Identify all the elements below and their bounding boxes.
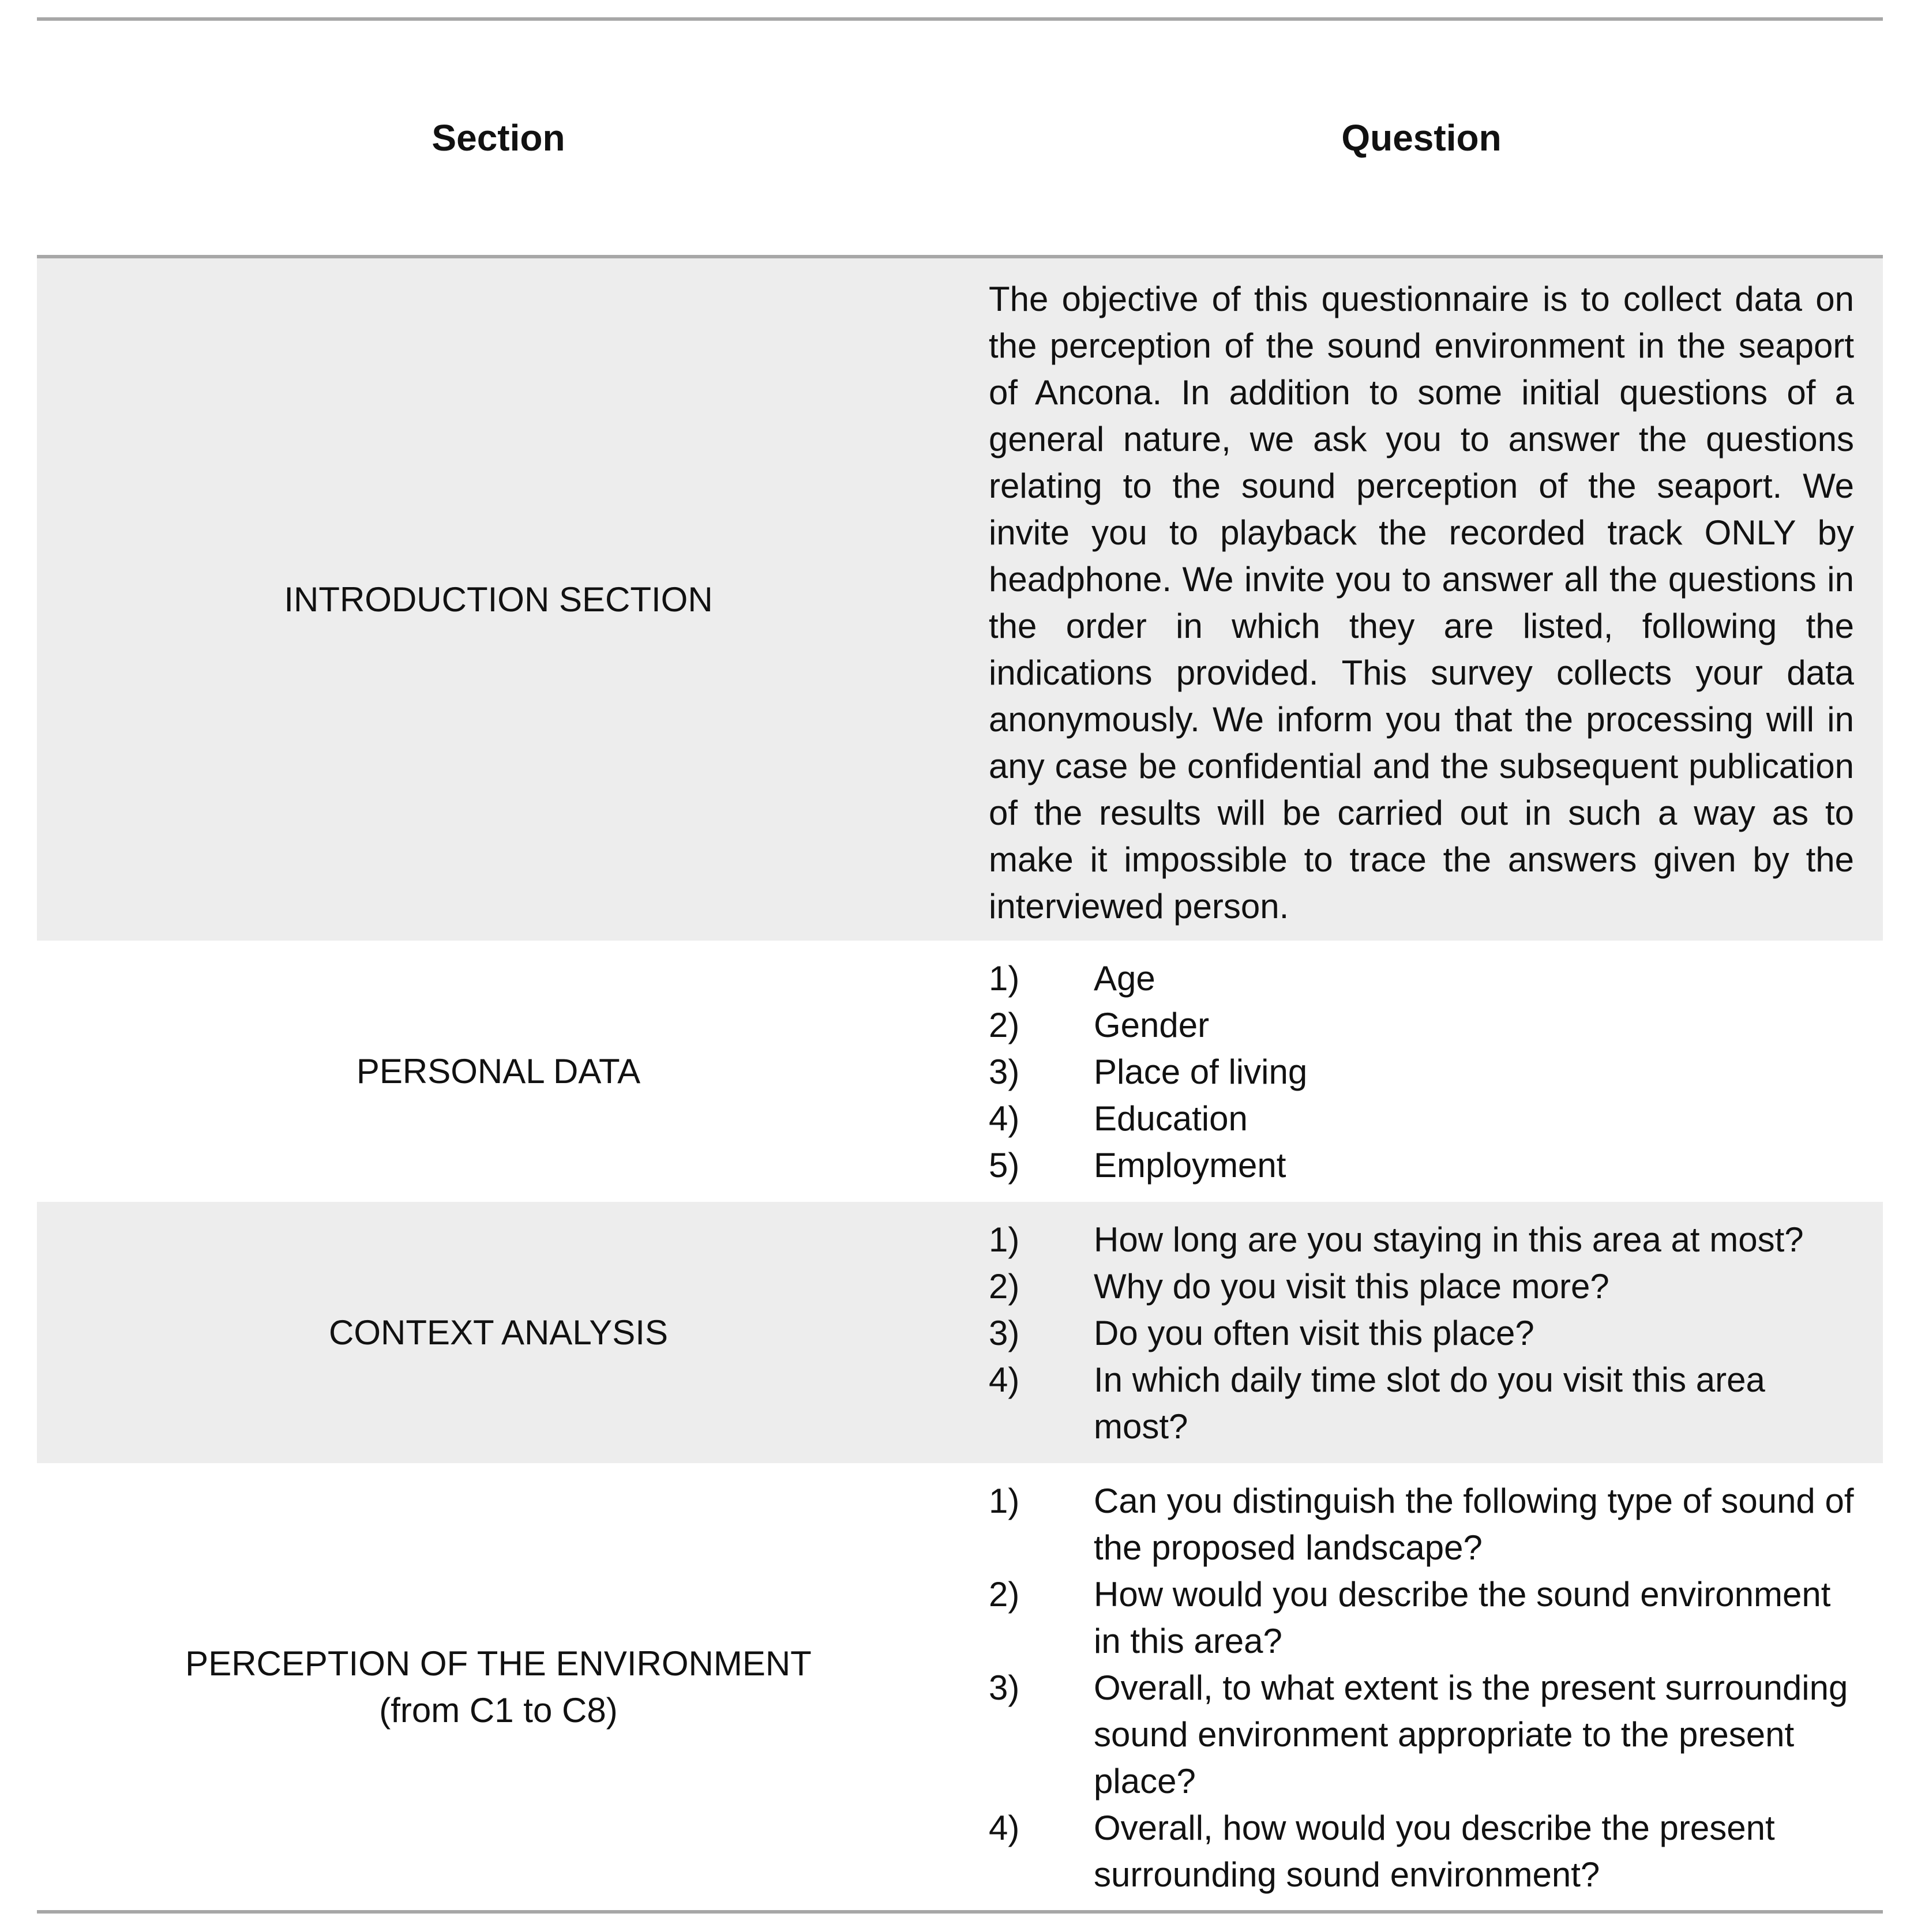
table-bottom-rule — [37, 1910, 1883, 1914]
list-item — [989, 1664, 1854, 1805]
item-number: 3) — [989, 1053, 1020, 1091]
question-cell — [989, 1463, 1854, 1910]
item-number: 2) — [989, 1575, 1020, 1614]
section-name: CONTEXT ANALYSIS — [329, 1313, 668, 1352]
table-row-introduction — [37, 258, 1883, 941]
table-header — [37, 21, 1883, 255]
item-text: Employment — [1094, 1146, 1286, 1185]
item-text: Place of living — [1094, 1053, 1308, 1091]
item-number: 4) — [989, 1360, 1020, 1399]
section-cell — [37, 1463, 960, 1910]
section-name: PERCEPTION OF THE ENVIRONMENT — [185, 1644, 812, 1683]
item-text: In which daily time slot do you visit this area most? — [1094, 1360, 1765, 1446]
item-text: How long are you staying in this area at most? — [1094, 1220, 1804, 1259]
item-number: 3) — [989, 1314, 1020, 1352]
item-number: 2) — [989, 1006, 1020, 1044]
section-cell — [37, 941, 960, 1202]
list-item — [989, 1571, 1854, 1664]
item-text: Do you often visit this place? — [1094, 1314, 1534, 1352]
list-item — [989, 1095, 1854, 1142]
question-list — [989, 1478, 1854, 1898]
question-cell — [989, 258, 1854, 941]
list-item — [989, 1805, 1854, 1898]
item-number: 4) — [989, 1099, 1020, 1138]
item-number: 1) — [989, 959, 1020, 998]
list-item — [989, 955, 1854, 1002]
question-cell — [989, 941, 1854, 1202]
list-item — [989, 1048, 1854, 1095]
question-cell — [989, 1202, 1854, 1463]
item-number: 2) — [989, 1267, 1020, 1306]
question-list — [989, 1216, 1854, 1450]
table-row-context-analysis — [37, 1202, 1883, 1463]
item-text: Gender — [1094, 1006, 1210, 1044]
item-text: Overall, how would you describe the present surrounding sound environment? — [1094, 1809, 1775, 1894]
section-cell — [37, 1202, 960, 1463]
section-subtitle: (from C1 to C8) — [379, 1690, 618, 1730]
item-number: 1) — [989, 1220, 1020, 1259]
item-text: Education — [1094, 1099, 1248, 1138]
item-text: Age — [1094, 959, 1155, 998]
header-section: Section — [431, 117, 565, 159]
item-number: 1) — [989, 1482, 1020, 1520]
section-name: INTRODUCTION SECTION — [284, 580, 713, 619]
list-item — [989, 1216, 1854, 1263]
item-number: 4) — [989, 1809, 1020, 1847]
item-text: Why do you visit this place more? — [1094, 1267, 1609, 1306]
item-text: How would you describe the sound environment in this area? — [1094, 1575, 1831, 1660]
item-number: 5) — [989, 1146, 1020, 1185]
list-item — [989, 1478, 1854, 1571]
section-cell — [37, 258, 960, 941]
list-item — [989, 1310, 1854, 1356]
list-item — [989, 1002, 1854, 1048]
introduction-text: The objective of this questionnaire is to collect data on the perception of the sound environment in the seaport of Ancona. In addition to some initial questions of a general nature, we ask you to answer the questions relating to the sound perception of the seaport. We invite you to playback the recorded track ONLY by headphone. We invite you to answer all the questions in the order in which they are listed, following the indications provided. This survey collects your data anonymously. We inform you that the processing will in any case be confidential and the subsequent publication of the results will be carried out in such a way as to make it impossible to trace the answers given by the interviewed person. — [989, 280, 1854, 926]
item-number: 3) — [989, 1668, 1020, 1707]
table-row-perception — [37, 1463, 1883, 1910]
list-item — [989, 1356, 1854, 1450]
header-question: Question — [1341, 117, 1502, 159]
item-text: Overall, to what extent is the present surrounding sound environment appropriate to the present place? — [1094, 1668, 1848, 1801]
table-row-personal-data — [37, 941, 1883, 1202]
section-name-block — [185, 1640, 812, 1734]
item-text: Can you distinguish the following type of sound of the proposed landscape? — [1094, 1482, 1854, 1567]
section-name: PERSONAL DATA — [356, 1052, 641, 1091]
list-item — [989, 1142, 1854, 1189]
list-item — [989, 1263, 1854, 1310]
question-list — [989, 955, 1854, 1189]
